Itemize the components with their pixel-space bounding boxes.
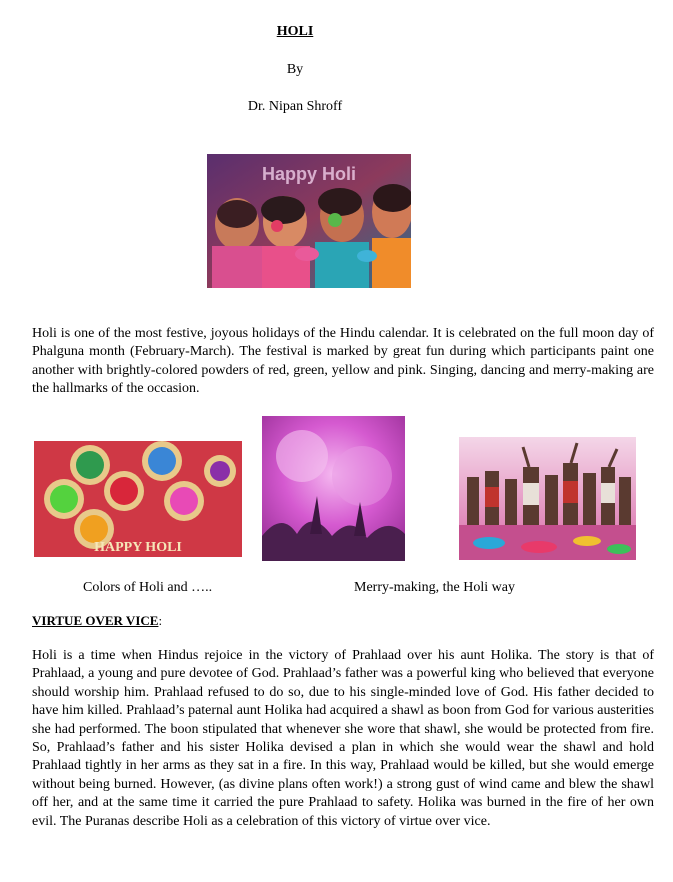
gallery-photo-text: HAPPY HOLI: [94, 540, 182, 555]
section-paragraph: Holi is a time when Hindus rejoice in the victory of Prahlaad over his aunt Holika. The story is that of Prahlaad, a young and pure devotee of God. Prahlaad’s father was a powerful king who believed that everyone should worship him. Prahlaad refused to do so, due to his single-minded love of God. His father decided to have him killed. Prahlaad’s paternal aunt Holika had acquired a shawl as boon from God for various austerities she had performed. The boon stipulated that whenever she wore that shawl, she would be protected from fire. So, Prahlaad’s father and his sister Holika devised a plan in which she would wear the shawl and hold Prahlaad tightly in her arms as they sat in a fire. In this way, Prahlaad would be killed, but she would emerge without being burned. However, (as divine plans often work!) a strong gust of wind came and blew the shawl off her, and at the same time it carried the pure Prahlaad to safety. Holika was burned in the fire of her own evil. The Puranas describe Holi as a celebration of this victory of virtue over vice.: [32, 648, 654, 829]
caption-merry-making: Merry-making, the Holi way: [354, 580, 515, 595]
gallery-photo-dancing-crowd: [459, 437, 636, 560]
gallery-photo-powders: [34, 441, 242, 557]
section-heading: [32, 613, 162, 629]
hero-photo: [207, 154, 411, 288]
document-title: HOLI: [276, 24, 314, 39]
hero-photo-text: Happy Holi: [261, 164, 357, 184]
author-name: Dr. Nipan Shroff: [247, 99, 343, 114]
byline: By: [286, 62, 304, 77]
gallery-photo-pink-crowd: [262, 416, 405, 561]
section-heading-suffix: :: [158, 613, 163, 628]
intro-paragraph: Holi is one of the most festive, joyous holidays of the Hindu calendar. It is celebrated on the full moon day of Phalguna month (February-March). The festival is marked by great fun during which participants paint one another with brightly-colored powders of red, green, yellow and pink. Singing, dancing and merry-making are the hallmarks of the occasion.: [32, 326, 654, 397]
caption-colors-of-holi: Colors of Holi and …..: [83, 580, 213, 595]
section-heading-text: VIRTUE OVER VICE: [32, 613, 159, 628]
